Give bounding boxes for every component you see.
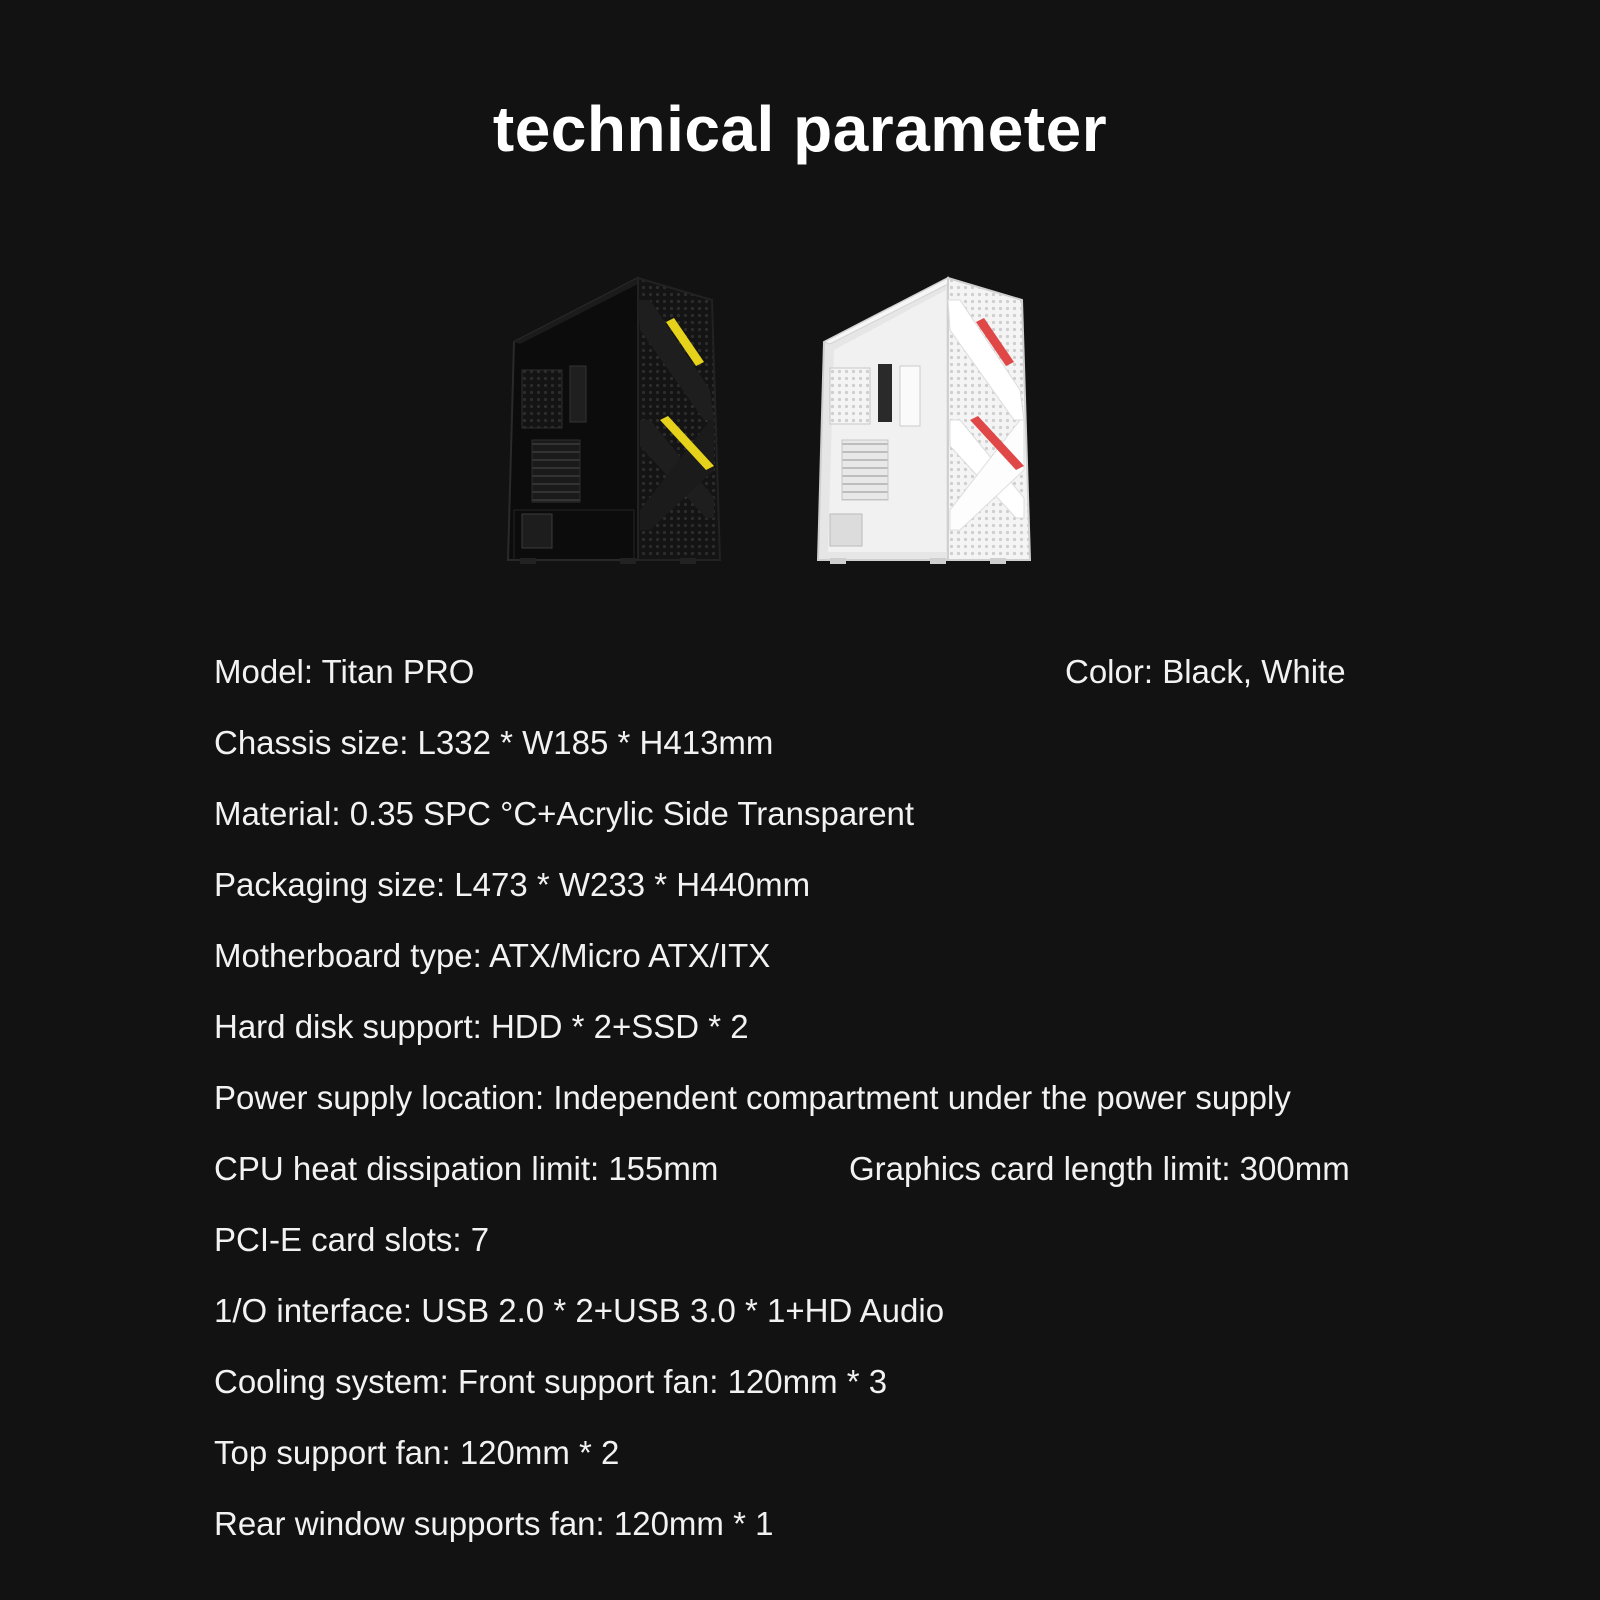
spec-io-interface: 1/O interface: USB 2.0 * 2+USB 3.0 * 1+HD Audio [214, 1292, 945, 1329]
page-title: technical parameter [492, 93, 1108, 165]
spec-material: Material: 0.35 SPC °C+Acrylic Side Transparent [214, 795, 915, 832]
spec-cooling-top: Top support fan: 120mm * 2 [214, 1434, 620, 1471]
spec-color: Color: Black, White [1065, 653, 1346, 690]
spec-hard-disk-support: Hard disk support: HDD * 2+SSD * 2 [214, 1008, 749, 1045]
spec-cooling-front: Cooling system: Front support fan: 120mm * 3 [214, 1363, 888, 1400]
spec-packaging-size: Packaging size: L473 * W233 * H440mm [214, 866, 811, 903]
spec-cooling-rear: Rear window supports fan: 120mm * 1 [214, 1505, 774, 1542]
spec-cpu-limit: CPU heat dissipation limit: 155mm [214, 1150, 719, 1187]
spec-model: Model: Titan PRO [214, 653, 475, 690]
spec-gpu-limit: Graphics card length limit: 300mm [849, 1150, 1350, 1187]
spec-chassis-size: Chassis size: L332 * W185 * H413mm [214, 724, 774, 761]
spec-pcie-slots: PCI-E card slots: 7 [214, 1221, 490, 1258]
spec-power-supply-location: Power supply location: Independent compartment under the power supply [214, 1079, 1291, 1116]
spec-motherboard-type: Motherboard type: ATX/Micro ATX/ITX [214, 937, 771, 974]
